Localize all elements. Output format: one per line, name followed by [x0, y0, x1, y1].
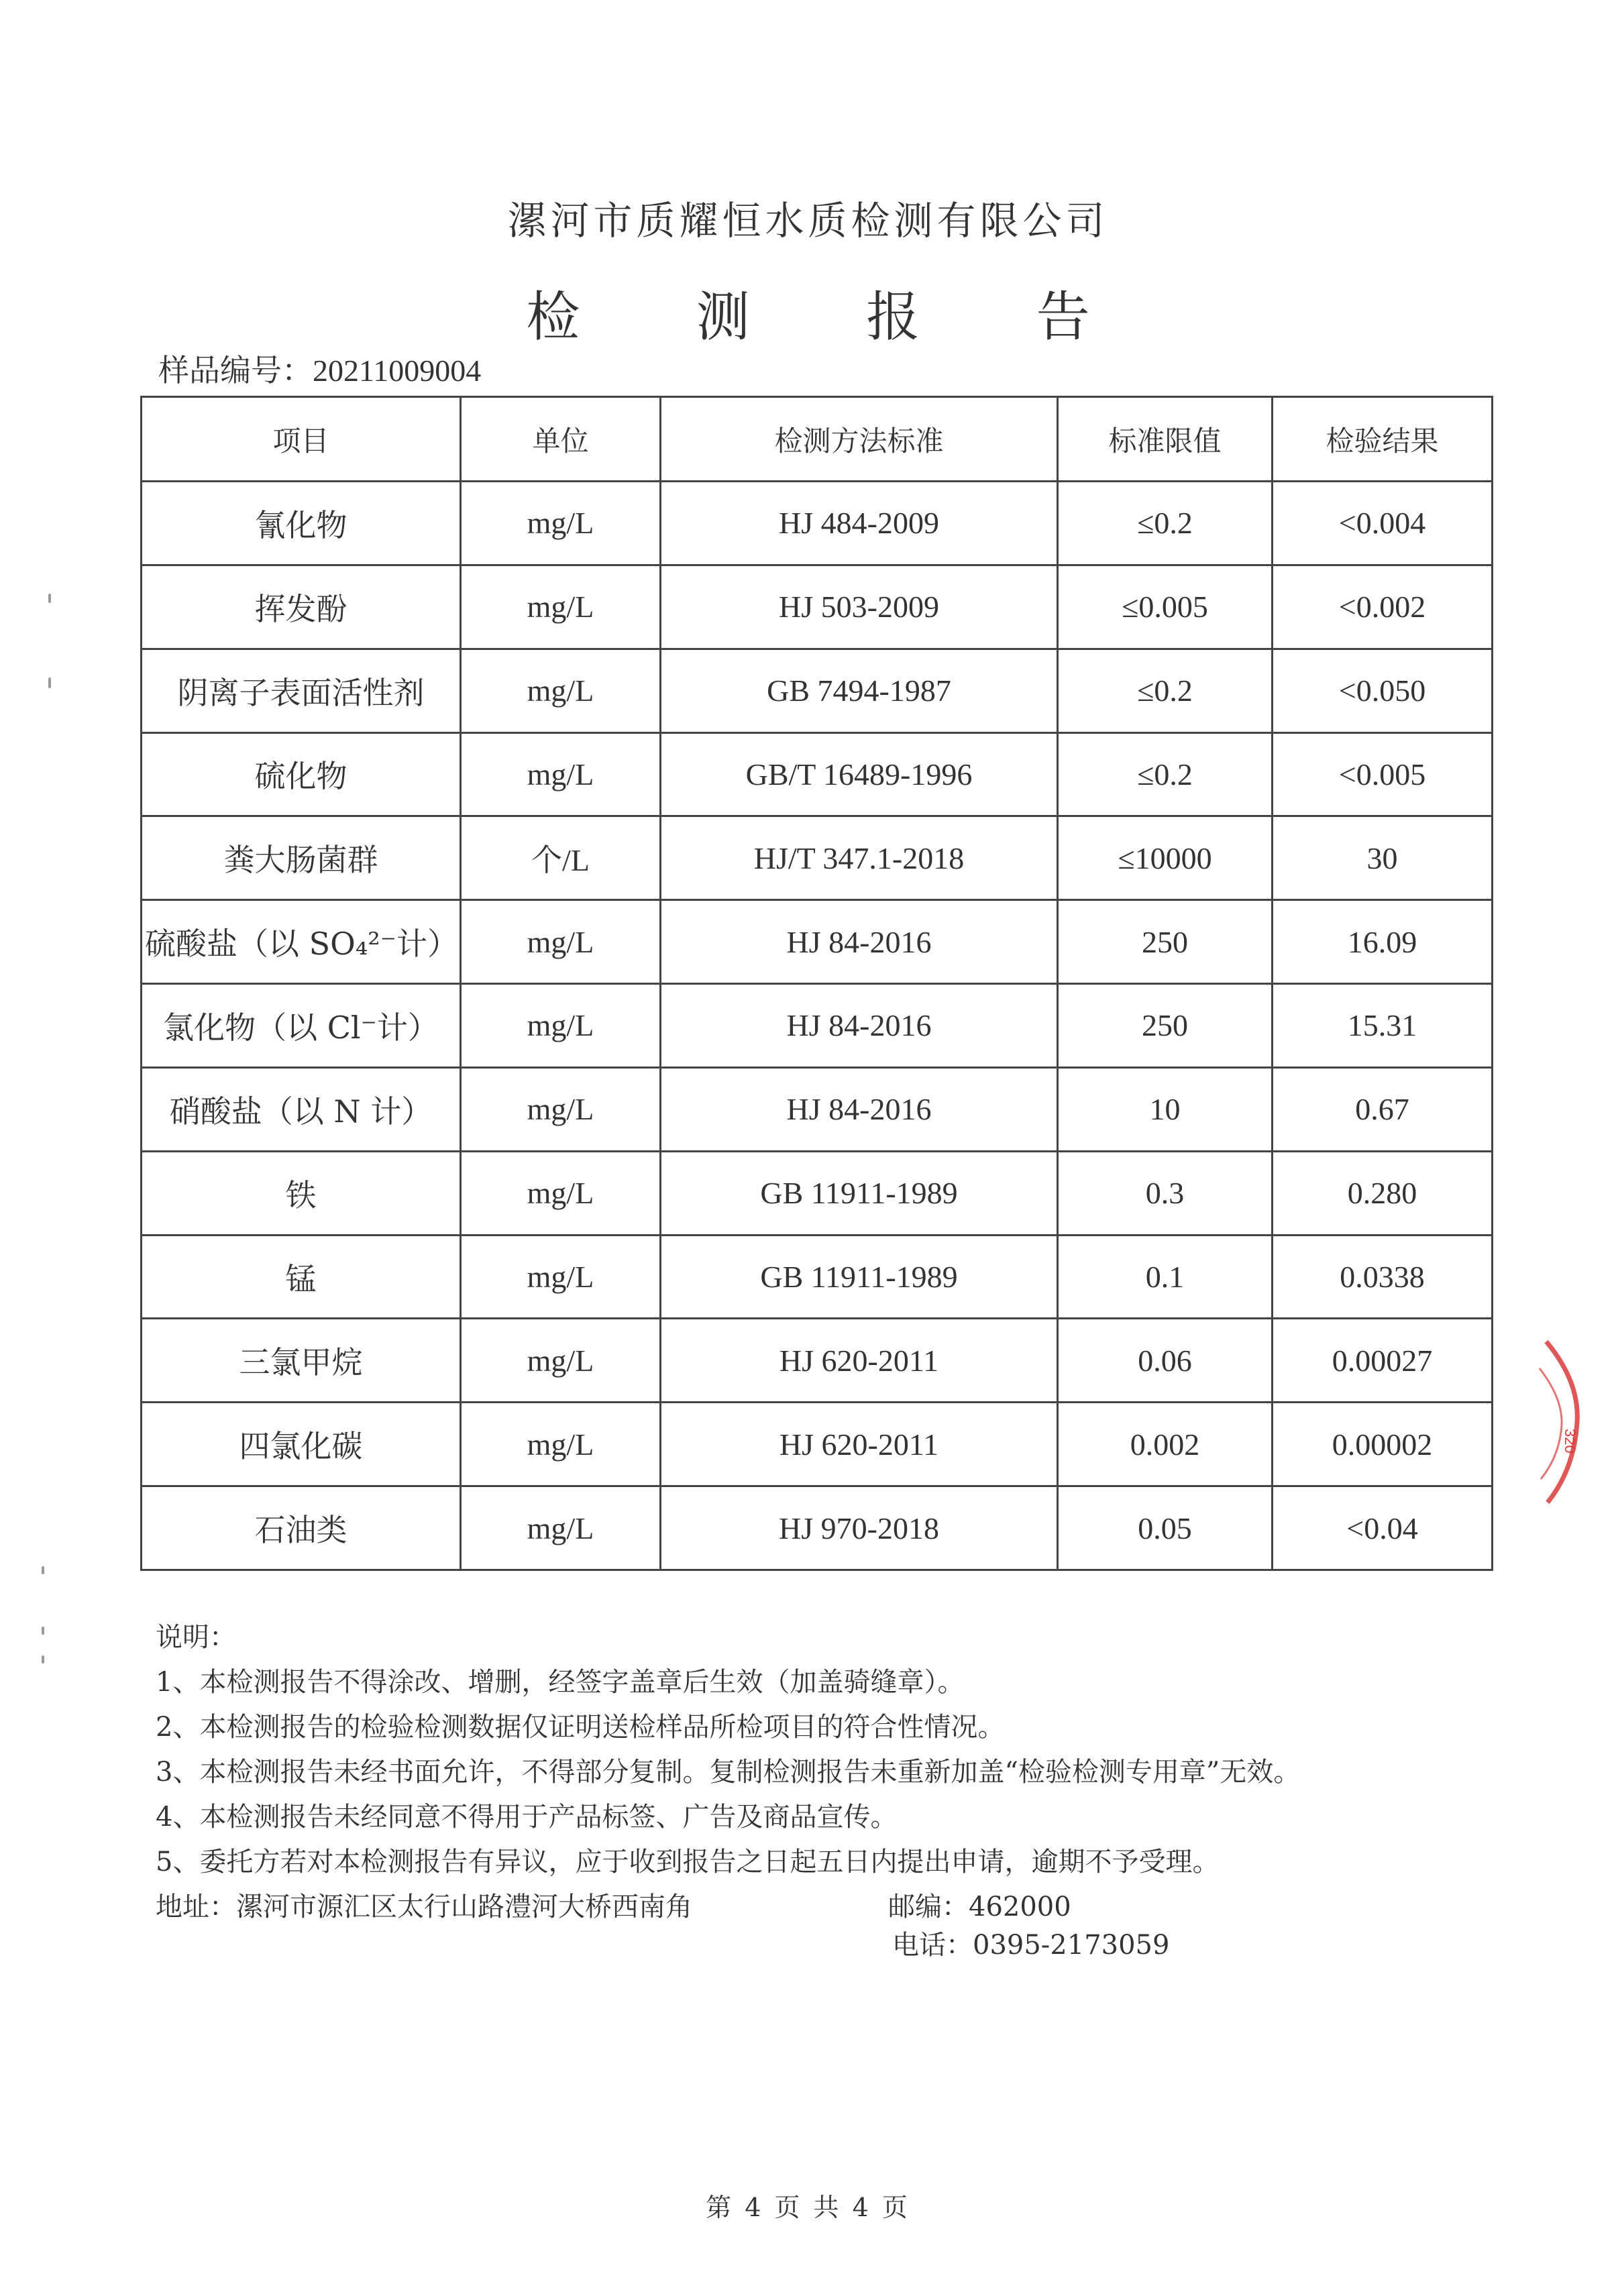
- note-item: 4、本检测报告未经同意不得用于产品标签、广告及商品宣传。: [156, 1802, 898, 1833]
- cell-result: 0.0338: [1273, 1235, 1493, 1319]
- header-unit: 单位: [461, 397, 661, 482]
- table-row: [142, 1486, 1493, 1570]
- cell-result: 0.00002: [1273, 1403, 1493, 1486]
- notes-section: [156, 1615, 1300, 1930]
- seal-fragment-text: 320: [1562, 1429, 1578, 1454]
- table-row: [142, 732, 1493, 816]
- table-row: [142, 649, 1493, 732]
- cell-method: HJ 84-2016: [661, 984, 1058, 1068]
- cell-result: 16.09: [1273, 900, 1493, 984]
- cell-item: 氰化物: [142, 482, 461, 565]
- table-row: [142, 565, 1493, 649]
- cell-unit: 个/L: [461, 816, 661, 900]
- note-item: 1、本检测报告不得涂改、增删，经签字盖章后生效（加盖骑缝章）。: [156, 1667, 965, 1698]
- table-row: [142, 1235, 1493, 1319]
- sample-number-value: 20211009004: [313, 353, 482, 388]
- cell-limit: ≤0.2: [1058, 482, 1273, 565]
- cell-unit: mg/L: [461, 1235, 661, 1319]
- header-limit: 标准限值: [1058, 397, 1273, 482]
- cell-result: <0.04: [1273, 1486, 1493, 1570]
- postcode-text: 邮编：462000: [888, 1892, 1071, 1922]
- cell-item: 阴离子表面活性剂: [142, 649, 461, 732]
- note-item: 2、本检测报告的检验检测数据仅证明送检样品所检项目的符合性情况。: [156, 1712, 1005, 1743]
- binding-mark: [42, 1655, 44, 1663]
- report-title: 检 测 报 告: [526, 286, 1140, 348]
- header-method: 检测方法标准: [661, 397, 1058, 482]
- cell-method: GB 11911-1989: [661, 1235, 1058, 1319]
- cell-item: 三氯甲烷: [142, 1319, 461, 1403]
- cell-limit: ≤10000: [1058, 816, 1273, 900]
- cell-limit: 0.05: [1058, 1486, 1273, 1570]
- cell-method: GB 7494-1987: [661, 649, 1058, 732]
- cell-limit: ≤0.2: [1058, 732, 1273, 816]
- cell-method: HJ/T 347.1-2018: [661, 816, 1058, 900]
- cell-item: 挥发酚: [142, 565, 461, 649]
- table-row: [142, 984, 1493, 1068]
- phone-text: 电话：0395-2173059: [892, 1930, 1170, 1961]
- cell-limit: ≤0.2: [1058, 649, 1273, 732]
- header-result: 检验结果: [1273, 397, 1493, 482]
- cell-unit: mg/L: [461, 732, 661, 816]
- cell-item: 四氯化碳: [142, 1403, 461, 1486]
- cell-item: 铁: [142, 1151, 461, 1235]
- cell-result: <0.004: [1273, 482, 1493, 565]
- results-table: [140, 396, 1493, 1571]
- sample-number-label: 样品编号：: [158, 352, 313, 388]
- table-row: [142, 1319, 1493, 1403]
- cell-method: HJ 970-2018: [661, 1486, 1058, 1570]
- cell-item: 硫酸盐（以 SO₄²⁻计）: [142, 900, 461, 984]
- page-number: 第 4 页 共 4 页: [706, 2193, 910, 2222]
- cell-limit: 0.3: [1058, 1151, 1273, 1235]
- cell-result: 0.00027: [1273, 1319, 1493, 1403]
- binding-mark: [42, 1566, 44, 1574]
- company-name: 漯河市质耀恒水质检测有限公司: [507, 198, 1109, 243]
- cell-unit: mg/L: [461, 1319, 661, 1403]
- cell-limit: 0.06: [1058, 1319, 1273, 1403]
- cell-unit: mg/L: [461, 482, 661, 565]
- cell-method: HJ 620-2011: [661, 1403, 1058, 1486]
- table-row: [142, 1067, 1493, 1151]
- cell-unit: mg/L: [461, 1151, 661, 1235]
- cell-result: <0.005: [1273, 732, 1493, 816]
- cell-unit: mg/L: [461, 900, 661, 984]
- cell-result: 0.280: [1273, 1151, 1493, 1235]
- cell-unit: mg/L: [461, 1486, 661, 1570]
- cell-method: HJ 84-2016: [661, 900, 1058, 984]
- binding-mark: [42, 1627, 44, 1635]
- cell-result: <0.002: [1273, 565, 1493, 649]
- cell-unit: mg/L: [461, 565, 661, 649]
- address-text: 地址：漯河市源汇区太行山路澧河大桥西南角: [156, 1892, 692, 1922]
- table-row: [142, 816, 1493, 900]
- cell-item: 石油类: [142, 1486, 461, 1570]
- cell-unit: mg/L: [461, 1067, 661, 1151]
- table-row: [142, 900, 1493, 984]
- cell-result: <0.050: [1273, 649, 1493, 732]
- cell-limit: 10: [1058, 1067, 1273, 1151]
- sample-number-line: [158, 346, 481, 390]
- cell-unit: mg/L: [461, 649, 661, 732]
- cell-limit: 250: [1058, 900, 1273, 984]
- seal-stamp-fragment: [1533, 1335, 1586, 1509]
- cell-method: GB/T 16489-1996: [661, 732, 1058, 816]
- note-item: 3、本检测报告未经书面允许，不得部分复制。复制检测报告未重新加盖“检验检测专用章”无效。: [156, 1757, 1301, 1788]
- cell-method: HJ 84-2016: [661, 1067, 1058, 1151]
- cell-method: HJ 620-2011: [661, 1319, 1058, 1403]
- table-row: [142, 1403, 1493, 1486]
- cell-limit: ≤0.005: [1058, 565, 1273, 649]
- cell-limit: 250: [1058, 984, 1273, 1068]
- cell-result: 0.67: [1273, 1067, 1493, 1151]
- notes-heading: 说明：: [156, 1622, 236, 1653]
- cell-item: 硫化物: [142, 732, 461, 816]
- cell-method: HJ 484-2009: [661, 482, 1058, 565]
- cell-unit: mg/L: [461, 1403, 661, 1486]
- cell-result: 15.31: [1273, 984, 1493, 1068]
- table-header-row: [142, 397, 1493, 482]
- cell-result: 30: [1273, 816, 1493, 900]
- cell-limit: 0.002: [1058, 1403, 1273, 1486]
- note-item: 5、委托方若对本检测报告有异议，应于收到报告之日起五日内提出申请，逾期不予受理。: [156, 1847, 1220, 1877]
- binding-mark: [48, 594, 51, 603]
- cell-item: 氯化物（以 Cl⁻计）: [142, 984, 461, 1068]
- cell-item: 粪大肠菌群: [142, 816, 461, 900]
- cell-limit: 0.1: [1058, 1235, 1273, 1319]
- address-row: [156, 1885, 1300, 1930]
- table-row: [142, 1151, 1493, 1235]
- header-item: 项目: [142, 397, 461, 482]
- cell-item: 硝酸盐（以 N 计）: [142, 1067, 461, 1151]
- cell-method: HJ 503-2009: [661, 565, 1058, 649]
- cell-method: GB 11911-1989: [661, 1151, 1058, 1235]
- binding-mark: [48, 677, 51, 688]
- seal-inner-ring: [1540, 1368, 1562, 1479]
- cell-unit: mg/L: [461, 984, 661, 1068]
- cell-item: 锰: [142, 1235, 461, 1319]
- table-row: [142, 482, 1493, 565]
